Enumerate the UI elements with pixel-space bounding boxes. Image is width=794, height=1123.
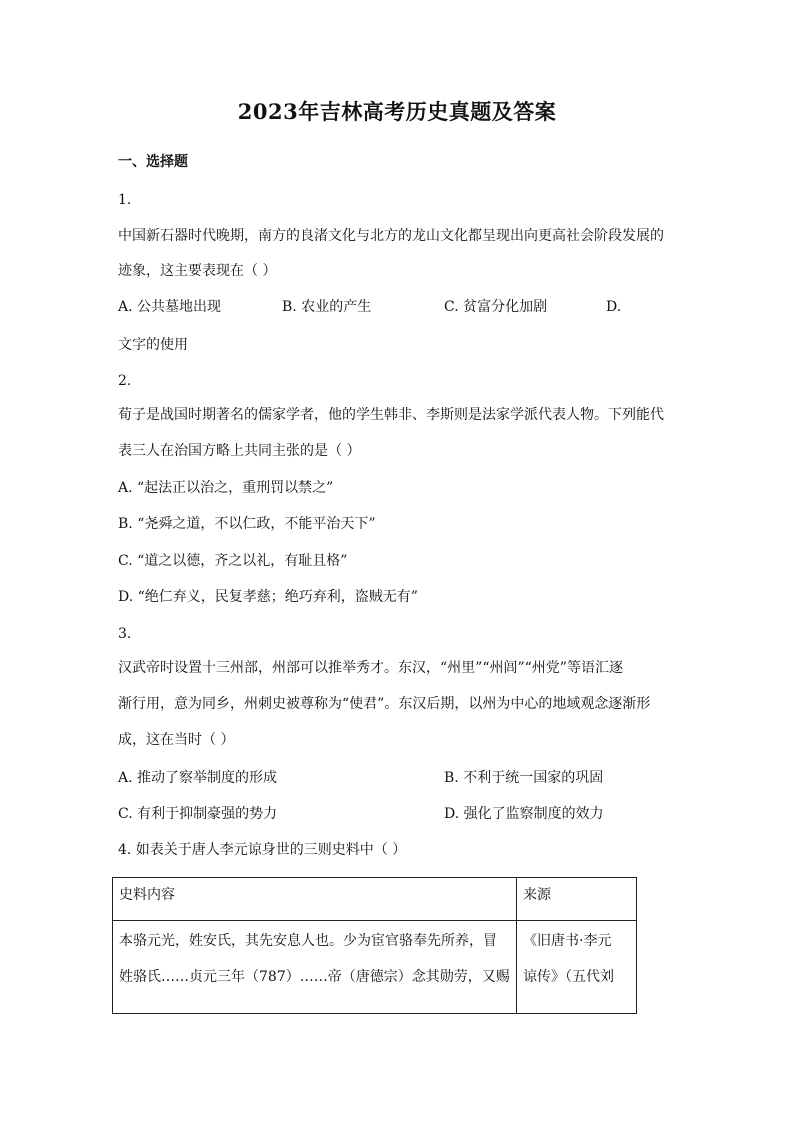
q2-number: 2. [118, 373, 132, 389]
q3-stem-line1: 汉武帝时设置十三州部，州部可以推举秀才。东汉，“州里”“州闾”“州党”等语汇逐 [118, 660, 623, 676]
q3-option-a: A. 推动了察举制度的形成 [118, 770, 278, 786]
q1-stem-line1: 中国新石器时代晚期，南方的良渚文化与北方的龙山文化都呈现出向更高社会阶段发展的 [118, 228, 664, 244]
table-cell-source-line2: 谅传》（五代刘 [523, 969, 614, 985]
q1-option-c: C. 贫富分化加剧 [444, 299, 548, 315]
q2-option-b: B. “尧舜之道，不以仁政，不能平治天下” [118, 516, 376, 532]
q2-option-c: C. “道之以德，齐之以礼，有耻且格” [118, 553, 348, 569]
q2-option-a: A. “起法正以治之，重刑罚以禁之” [118, 480, 334, 496]
table-cell-source [517, 921, 637, 1014]
table-cell-source-line1: 《旧唐书·李元 [523, 933, 612, 949]
table-cell-content [113, 921, 517, 1014]
q1-option-a: A. 公共墓地出现 [118, 299, 222, 315]
q1-number: 1. [118, 192, 132, 208]
q4-stem: 4. 如表关于唐人李元谅身世的三则史料中（ ） [118, 842, 407, 858]
table-header-row [113, 878, 637, 921]
document-title: 2023年吉林高考历史真题及答案 [237, 99, 557, 124]
source-table [112, 877, 637, 1014]
table-cell-content-line1: 本骆元光，姓安氏，其先安息人也。少为宦官骆奉先所养，冒 [119, 933, 497, 949]
table-header-source: 来源 [517, 878, 637, 921]
q3-number: 3. [118, 626, 132, 642]
q1-option-b: B. 农业的产生 [282, 299, 372, 315]
table-header-content: 史料内容 [113, 878, 517, 921]
q3-option-d: D. 强化了监察制度的效力 [444, 806, 604, 822]
q1-option-d: D. [606, 299, 622, 315]
q2-stem-line1: 荀子是战国时期著名的儒家学者，他的学生韩非、李斯则是法家学派代表人物。下列能代 [118, 407, 664, 423]
q1-stem-line2: 迹象，这主要表现在（ ） [118, 263, 277, 279]
q3-stem-line3: 成，这在当时（ ） [118, 732, 235, 748]
q2-option-d: D. “绝仁弃义，民复孝慈；绝巧弃利，盗贼无有” [118, 589, 418, 605]
q3-stem-line2: 渐行用，意为同乡，州刺史被尊称为“使君”。东汉后期，以州为中心的地域观念逐渐形 [118, 696, 651, 712]
table-cell-content-line2: 姓骆氏……贞元三年（787）……帝（唐德宗）念其勋劳，又赐 [119, 969, 510, 985]
q1-option-d-text: 文字的使用 [118, 337, 188, 353]
table-row [113, 921, 637, 1014]
section-heading: 一、选择题 [118, 154, 188, 170]
q3-option-c: C. 有利于抑制豪强的势力 [118, 806, 278, 822]
q2-stem-line2: 表三人在治国方略上共同主张的是（ ） [118, 443, 361, 459]
q3-option-b: B. 不利于统一国家的巩固 [444, 770, 604, 786]
